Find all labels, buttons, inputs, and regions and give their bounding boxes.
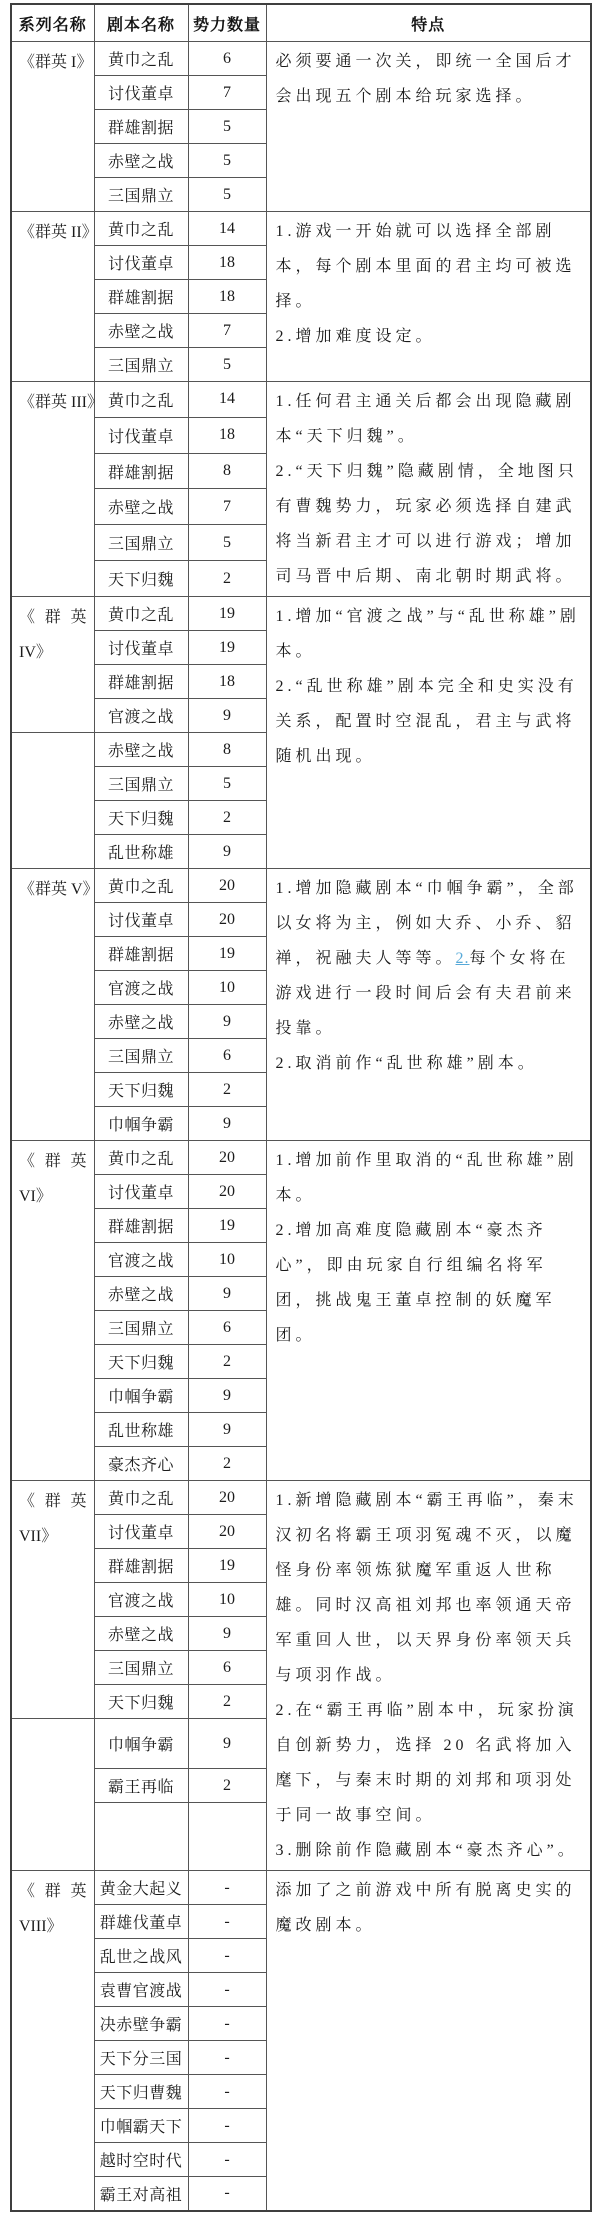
scenario-name-cell: 赤壁之战	[94, 1005, 188, 1039]
column-header-features: 特点	[266, 4, 591, 42]
scenario-name-cell: 官渡之战	[94, 1243, 188, 1277]
scenario-name-cell: 赤壁之战	[94, 489, 188, 525]
forces-count-cell: 18	[188, 280, 266, 314]
forces-count-cell: 14	[188, 212, 266, 246]
feature-text: 添加了之前游戏中所有脱离史实的魔改剧本。	[275, 1882, 576, 1934]
forces-count-cell: 5	[188, 767, 266, 801]
scenario-name-cell: 霸王再临	[94, 1769, 188, 1803]
scenario-name-cell: 巾帼争霸	[94, 1107, 188, 1141]
forces-count-cell: 19	[188, 597, 266, 631]
series-name-cell	[11, 597, 94, 733]
forces-count-cell: 2	[188, 1685, 266, 1719]
forces-count-cell: -	[188, 2177, 266, 2211]
forces-count-cell: 7	[188, 76, 266, 110]
scenario-name-cell: 黄巾之乱	[94, 1141, 188, 1175]
forces-count-cell: 19	[188, 631, 266, 665]
feature-text: 2.“乱世称雄”剧本完全和史实没有关系，配置时空混乱，君主与武将随机出现。	[275, 678, 578, 765]
feature-text: 2.增加难度设定。	[275, 328, 436, 345]
scenario-name-cell: 天下归魏	[94, 801, 188, 835]
scenario-name-cell: 袁曹官渡战	[94, 1973, 188, 2007]
series-name-cell	[11, 212, 98, 382]
scenario-row	[11, 1481, 591, 1515]
feature-paragraph	[276, 1693, 583, 1833]
table-header	[11, 4, 591, 42]
feature-paragraph	[276, 871, 583, 1046]
features-cell	[266, 212, 591, 382]
scenario-name-cell: 乱世称雄	[94, 1413, 188, 1447]
table-body	[11, 42, 591, 2211]
feature-text: 2.增加高难度隐藏剧本“豪杰齐心”，即由玩家自行组编名将军团，挑战鬼王董卓控制的妖魔军团。	[275, 1222, 556, 1344]
scenario-name-cell: 讨伐董卓	[94, 1515, 188, 1549]
feature-paragraph	[276, 669, 583, 774]
forces-count-cell: 5	[188, 348, 266, 382]
feature-text: 2.取消前作“乱世称雄”剧本。	[275, 1055, 538, 1072]
forces-count-cell: 7	[188, 314, 266, 348]
forces-count-cell: 5	[188, 525, 266, 561]
scenario-name-cell: 天下归魏	[94, 1685, 188, 1719]
forces-count-cell: 9	[188, 1413, 266, 1447]
forces-count-cell: 18	[188, 246, 266, 280]
forces-count-cell: 19	[188, 937, 266, 971]
header-row	[11, 4, 591, 42]
scenario-name-cell: 三国鼎立	[94, 525, 188, 561]
forces-count-cell: 9	[188, 1277, 266, 1311]
column-header-series-name: 系列名称	[11, 4, 94, 42]
forces-count-cell: 9	[188, 699, 266, 733]
scenario-name-cell: 三国鼎立	[94, 767, 188, 801]
scenario-row	[11, 382, 591, 418]
feature-text: 1.游戏一开始就可以选择全部剧本，每个剧本里面的君主均可被选择。	[275, 223, 576, 310]
scenario-name-cell: 乱世之战风	[94, 1939, 188, 1973]
forces-count-cell: 10	[188, 971, 266, 1005]
feature-text: 1.新增隐藏剧本“霸王再临”，秦末汉初名将霸王项羽冤魂不灭，以魔怪身份率领炼狱魔军重返人世称雄。同时汉高祖刘邦也率领通天帝军重回人世，以天界身份率领天兵与项羽作战。	[275, 1492, 578, 1684]
scenario-name-cell: 讨伐董卓	[94, 417, 188, 453]
forces-count-cell: -	[188, 1871, 266, 1905]
column-header-forces-count: 势力数量	[188, 4, 266, 42]
forces-count-cell: -	[188, 2007, 266, 2041]
forces-count-cell: 14	[188, 382, 266, 418]
feature-paragraph	[276, 319, 583, 354]
feature-paragraph	[276, 1213, 583, 1353]
scenario-name-cell: 决赤壁争霸	[94, 2007, 188, 2041]
forces-count-cell: 2	[188, 1073, 266, 1107]
scenario-row	[11, 1871, 591, 1905]
features-cell	[266, 42, 591, 212]
forces-count-cell: -	[188, 2041, 266, 2075]
scenario-row	[11, 1141, 591, 1175]
scenario-name-cell: 群雄割据	[94, 937, 188, 971]
feature-paragraph	[276, 214, 583, 319]
forces-count-cell: 19	[188, 1209, 266, 1243]
reference-link[interactable]: 2.	[455, 950, 470, 967]
forces-count-cell: -	[188, 2075, 266, 2109]
forces-count-cell: 20	[188, 1175, 266, 1209]
scenario-name-cell: 群雄割据	[94, 665, 188, 699]
forces-count-cell: 2	[188, 1345, 266, 1379]
scenario-name-cell: 三国鼎立	[94, 1039, 188, 1073]
feature-paragraph	[276, 1833, 583, 1868]
scenario-name-cell: 群雄割据	[94, 110, 188, 144]
scenario-name-cell: 赤壁之战	[94, 733, 188, 767]
forces-count-cell: 20	[188, 1481, 266, 1515]
scenario-name-cell: 巾帼争霸	[94, 1379, 188, 1413]
scenario-name-cell: 赤壁之战	[94, 1617, 188, 1651]
scenario-row	[11, 212, 591, 246]
forces-count-cell: 2	[188, 1447, 266, 1481]
forces-count-cell: 6	[188, 1039, 266, 1073]
scenario-name-cell: 黄巾之乱	[94, 212, 188, 246]
scenario-name-cell: 黄巾之乱	[94, 42, 188, 76]
forces-count-cell: 5	[188, 110, 266, 144]
series-name-cell	[11, 1481, 94, 1719]
forces-count-cell: -	[188, 1905, 266, 1939]
forces-count-cell: -	[188, 1973, 266, 2007]
scenario-name-cell: 越时空时代	[94, 2143, 188, 2177]
scenario-name-cell: 霸王对高祖	[94, 2177, 188, 2211]
scenario-row	[11, 42, 591, 76]
series-name: VII》	[19, 1528, 58, 1545]
scenario-name-cell: 赤壁之战	[94, 144, 188, 178]
series-name-cell	[11, 869, 99, 1141]
scenario-name-cell: 巾帼霸天下	[94, 2109, 188, 2143]
features-cell	[266, 1871, 591, 2211]
scenario-name-cell: 黄巾之乱	[94, 597, 188, 631]
forces-count-cell: 9	[188, 1379, 266, 1413]
series-name: 《 群 英	[19, 1883, 87, 1900]
feature-paragraph	[276, 599, 583, 669]
feature-text: 每个女将在游戏进行一段时间后会有夫君前来投靠。	[275, 950, 576, 1037]
series-name: VI》	[19, 1188, 52, 1205]
forces-count-cell: 20	[188, 1515, 266, 1549]
forces-count-cell: 6	[188, 42, 266, 76]
scenario-name-cell: 群雄割据	[94, 280, 188, 314]
feature-paragraph	[276, 44, 583, 114]
series-name: 《 群 英	[19, 1153, 87, 1170]
scenario-name-cell: 黄巾之乱	[94, 382, 188, 418]
feature-paragraph	[276, 1873, 583, 1943]
scenario-name-cell: 黄巾之乱	[94, 869, 188, 903]
series-name-cell	[11, 382, 103, 597]
series-empty-cell	[11, 733, 94, 869]
series-name-cell	[11, 42, 94, 212]
scenario-name-cell: 三国鼎立	[94, 1651, 188, 1685]
scenario-name-cell: 黄金大起义	[94, 1871, 188, 1905]
scenario-name-cell: 天下归魏	[94, 1073, 188, 1107]
features-cell	[266, 1481, 591, 1871]
forces-count-cell: -	[188, 2143, 266, 2177]
forces-count-cell: 19	[188, 1549, 266, 1583]
scenario-row	[11, 597, 591, 631]
forces-count-cell: 20	[188, 903, 266, 937]
scenario-name-cell: 天下归魏	[94, 561, 188, 597]
forces-count-cell: 8	[188, 733, 266, 767]
forces-count-cell: 10	[188, 1243, 266, 1277]
feature-text: 必须要通一次关，即统一全国后才会出现五个剧本给玩家选择。	[275, 53, 576, 105]
feature-paragraph	[276, 454, 583, 594]
forces-count-cell: 9	[188, 1617, 266, 1651]
series-empty-cell	[11, 1719, 94, 1871]
features-cell	[266, 1141, 591, 1481]
scenario-name-cell: 讨伐董卓	[94, 1175, 188, 1209]
forces-count-cell: 5	[188, 178, 266, 212]
feature-paragraph	[276, 1046, 583, 1081]
scenario-name-cell: 赤壁之战	[94, 314, 188, 348]
forces-count-cell: 9	[188, 835, 266, 869]
forces-count-cell: 2	[188, 801, 266, 835]
scenario-name-cell: 天下归曹魏	[94, 2075, 188, 2109]
features-cell	[266, 382, 591, 597]
feature-text: 1.增加前作里取消的“乱世称雄”剧本。	[275, 1152, 578, 1204]
feature-text: 2.“天下归魏”隐藏剧情，全地图只有曹魏势力，玩家必须选择自建武将当新君主才可以进行游戏；增加司马晋中后期、南北朝时期武将。	[275, 463, 578, 585]
scenario-name-cell: 群雄割据	[94, 1549, 188, 1583]
forces-count-cell: 9	[188, 1005, 266, 1039]
column-header-scenario-name: 剧本名称	[94, 4, 188, 42]
scenario-name-cell: 讨伐董卓	[94, 903, 188, 937]
series-name: 《群英 III》	[19, 394, 103, 411]
forces-count-cell: 7	[188, 489, 266, 525]
scenario-name-cell: 群雄割据	[94, 453, 188, 489]
forces-count-cell: 5	[188, 144, 266, 178]
series-name: 《 群 英	[19, 609, 87, 626]
forces-count-cell: 2	[188, 1769, 266, 1803]
forces-count-cell: 6	[188, 1651, 266, 1685]
empty-cell	[188, 1803, 266, 1871]
scenario-name-cell: 官渡之战	[94, 971, 188, 1005]
scenario-name-cell: 巾帼争霸	[94, 1719, 188, 1769]
game-series-scenario-table	[10, 3, 592, 2212]
scenario-name-cell: 三国鼎立	[94, 1311, 188, 1345]
scenario-name-cell: 官渡之战	[94, 1583, 188, 1617]
forces-count-cell: -	[188, 1939, 266, 1973]
feature-paragraph	[276, 384, 583, 454]
scenario-name-cell: 群雄伐董卓	[94, 1905, 188, 1939]
series-name: VIII》	[19, 1918, 63, 1935]
series-name: 《群英 V》	[19, 881, 99, 898]
scenario-name-cell: 讨伐董卓	[94, 76, 188, 110]
scenario-name-cell: 赤壁之战	[94, 1277, 188, 1311]
scenario-name-cell: 讨伐董卓	[94, 246, 188, 280]
series-name-cell	[11, 1141, 94, 1481]
forces-count-cell: 18	[188, 417, 266, 453]
series-name: 《 群 英	[19, 1493, 87, 1510]
forces-count-cell: 2	[188, 561, 266, 597]
series-name: 《群英 I》	[19, 54, 93, 71]
forces-count-cell: 6	[188, 1311, 266, 1345]
feature-paragraph	[276, 1143, 583, 1213]
series-name: IV》	[19, 644, 52, 661]
scenario-name-cell: 官渡之战	[94, 699, 188, 733]
series-name: 《群英 II》	[19, 224, 98, 241]
features-cell	[266, 597, 591, 869]
scenario-name-cell: 三国鼎立	[94, 348, 188, 382]
forces-count-cell: 9	[188, 1107, 266, 1141]
scenario-name-cell: 三国鼎立	[94, 178, 188, 212]
feature-text: 1.增加“官渡之战”与“乱世称雄”剧本。	[275, 608, 580, 660]
forces-count-cell: -	[188, 2109, 266, 2143]
feature-text: 1.增加隐藏剧本“巾帼争霸”，全部以女将为主，例如大乔、小乔、貂禅，祝融夫人等等。	[275, 880, 578, 967]
series-name-cell	[11, 1871, 94, 2211]
scenario-name-cell: 天下归魏	[94, 1345, 188, 1379]
scenario-name-cell: 讨伐董卓	[94, 631, 188, 665]
scenario-name-cell: 天下分三国	[94, 2041, 188, 2075]
scenario-name-cell: 黄巾之乱	[94, 1481, 188, 1515]
forces-count-cell: 20	[188, 869, 266, 903]
forces-count-cell: 18	[188, 665, 266, 699]
scenario-name-cell: 群雄割据	[94, 1209, 188, 1243]
feature-text: 3.删除前作隐藏剧本“豪杰齐心”。	[275, 1842, 578, 1859]
features-cell	[266, 869, 591, 1141]
forces-count-cell: 10	[188, 1583, 266, 1617]
feature-text: 2.在“霸王再临”剧本中，玩家扮演自创新势力，选择 20 名武将加入麾下，与秦末时期的刘邦和项羽处于同一故事空间。	[275, 1702, 578, 1824]
forces-count-cell: 20	[188, 1141, 266, 1175]
empty-cell	[94, 1803, 188, 1871]
forces-count-cell: 9	[188, 1719, 266, 1769]
scenario-name-cell: 豪杰齐心	[94, 1447, 188, 1481]
feature-text: 1.任何君主通关后都会出现隐藏剧本“天下归魏”。	[275, 393, 576, 445]
feature-paragraph	[276, 1483, 583, 1693]
scenario-name-cell: 乱世称雄	[94, 835, 188, 869]
forces-count-cell: 8	[188, 453, 266, 489]
scenario-row	[11, 869, 591, 903]
